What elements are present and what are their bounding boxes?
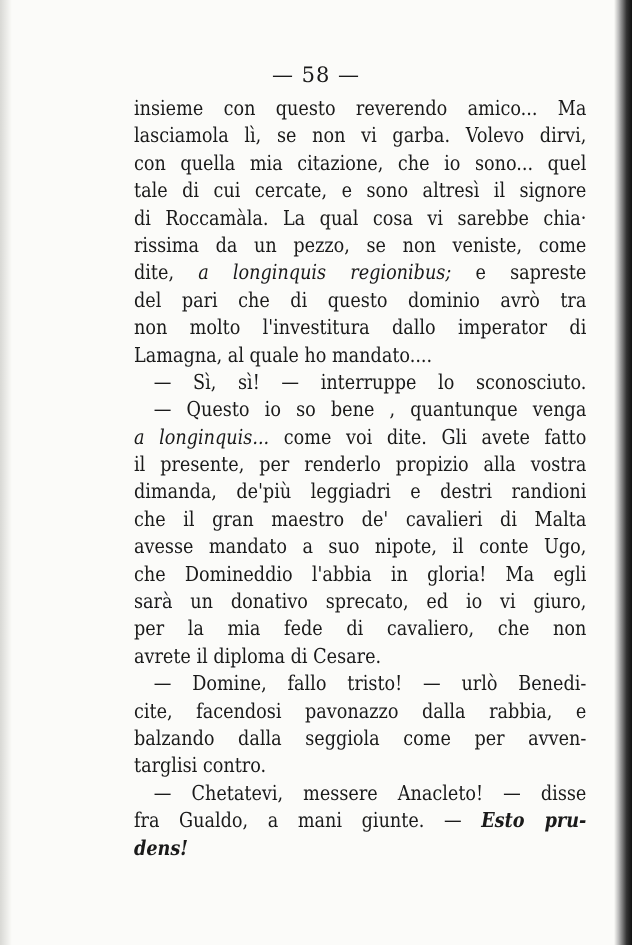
text-line: [134, 698, 586, 725]
text-run: del pari che di questo dominio avrò tra: [134, 287, 587, 312]
text-line: [134, 259, 586, 286]
italic-phrase: dens!: [134, 835, 189, 860]
text-run: avesse mandato a suo nipote, il conte Ugo,: [134, 534, 587, 559]
page-number: — 58 —: [271, 63, 361, 87]
text-run: non molto l'investitura dallo imperator di: [134, 315, 587, 340]
text-line: [134, 451, 586, 478]
text-run: sarà un donativo sprecato, ed io vi giuro,: [134, 589, 587, 614]
text-line: [134, 561, 586, 588]
page-edge-shadow: [614, 0, 632, 945]
text-run: Lamagna, al quale ho mandato....: [134, 342, 433, 367]
text-run: — Sì, sì! — interruppe lo sconosciuto.: [153, 369, 587, 394]
body-text: [134, 95, 586, 862]
text-run: di Roccamàla. La qual cosa vi sarebbe chia·: [134, 205, 587, 230]
text-line: [134, 752, 586, 779]
page-binding-shadow: [0, 0, 12, 945]
text-run: — Chetatevi, messere Anacleto! — disse: [153, 780, 587, 805]
text-line: [134, 615, 586, 642]
italic-phrase: Esto pru-: [481, 808, 587, 833]
text-line: [134, 506, 586, 533]
text-line: [134, 478, 586, 505]
text-line: [134, 780, 586, 807]
text-line: [134, 807, 586, 834]
text-line: [134, 287, 586, 314]
italic-phrase: a longinquis regionibus;: [198, 260, 452, 285]
text-run: e sapreste: [451, 260, 587, 285]
text-run: il presente, per renderlo propizio alla vostra: [134, 452, 587, 477]
text-line: [134, 314, 586, 341]
text-run: dimanda, de'più leggiadri e destri randioni: [134, 479, 587, 504]
text-run: balzando dalla seggiola come per avven-: [134, 725, 587, 750]
text-run: cite, facendosi pavonazzo dalla rabbia, e: [134, 698, 587, 723]
text-run: rissima da un pezzo, se non veniste, come: [134, 232, 587, 257]
text-line: [134, 369, 586, 396]
text-run: — Questo io so bene , quantunque venga: [153, 397, 587, 422]
text-line: [134, 670, 586, 697]
text-line: [134, 533, 586, 560]
text-run: fra Gualdo, a mani giunte. —: [134, 808, 482, 833]
text-run: — Domine, fallo tristo! — urlò Benedi-: [153, 671, 587, 696]
text-line: [134, 232, 586, 259]
text-run: avrete il diploma di Cesare.: [134, 643, 382, 668]
text-run: targlisi contro.: [134, 753, 267, 778]
text-line: [134, 342, 586, 369]
text-line: [134, 150, 586, 177]
text-run: insieme con questo reverendo amico... Ma: [134, 96, 587, 120]
text-line: [134, 424, 586, 451]
text-run: che il gran maestro de' cavalieri di Malta: [134, 506, 587, 531]
text-run: come voi dite. Gli avete fatto: [269, 424, 587, 449]
text-run: con quella mia citazione, che io sono... quel: [134, 150, 587, 175]
text-run: per la mia fede di cavaliero, che non: [134, 616, 587, 641]
text-line: [134, 122, 586, 149]
italic-phrase: a longinquis...: [134, 424, 270, 449]
text-line: [134, 396, 586, 423]
text-line: [134, 95, 586, 122]
text-line: [134, 643, 586, 670]
text-line: [134, 177, 586, 204]
text-run: che Domineddio l'abbia in gloria! Ma egli: [134, 561, 587, 586]
text-run: lasciamola lì, se non vi garba. Volevo dirvi,: [134, 123, 587, 148]
text-run: dite,: [134, 260, 199, 285]
text-line: [134, 588, 586, 615]
text-line: [134, 725, 586, 752]
text-line: [134, 205, 586, 232]
text-line: [134, 835, 586, 862]
text-run: tale di cui cercate, e sono altresì il signore: [134, 178, 587, 203]
